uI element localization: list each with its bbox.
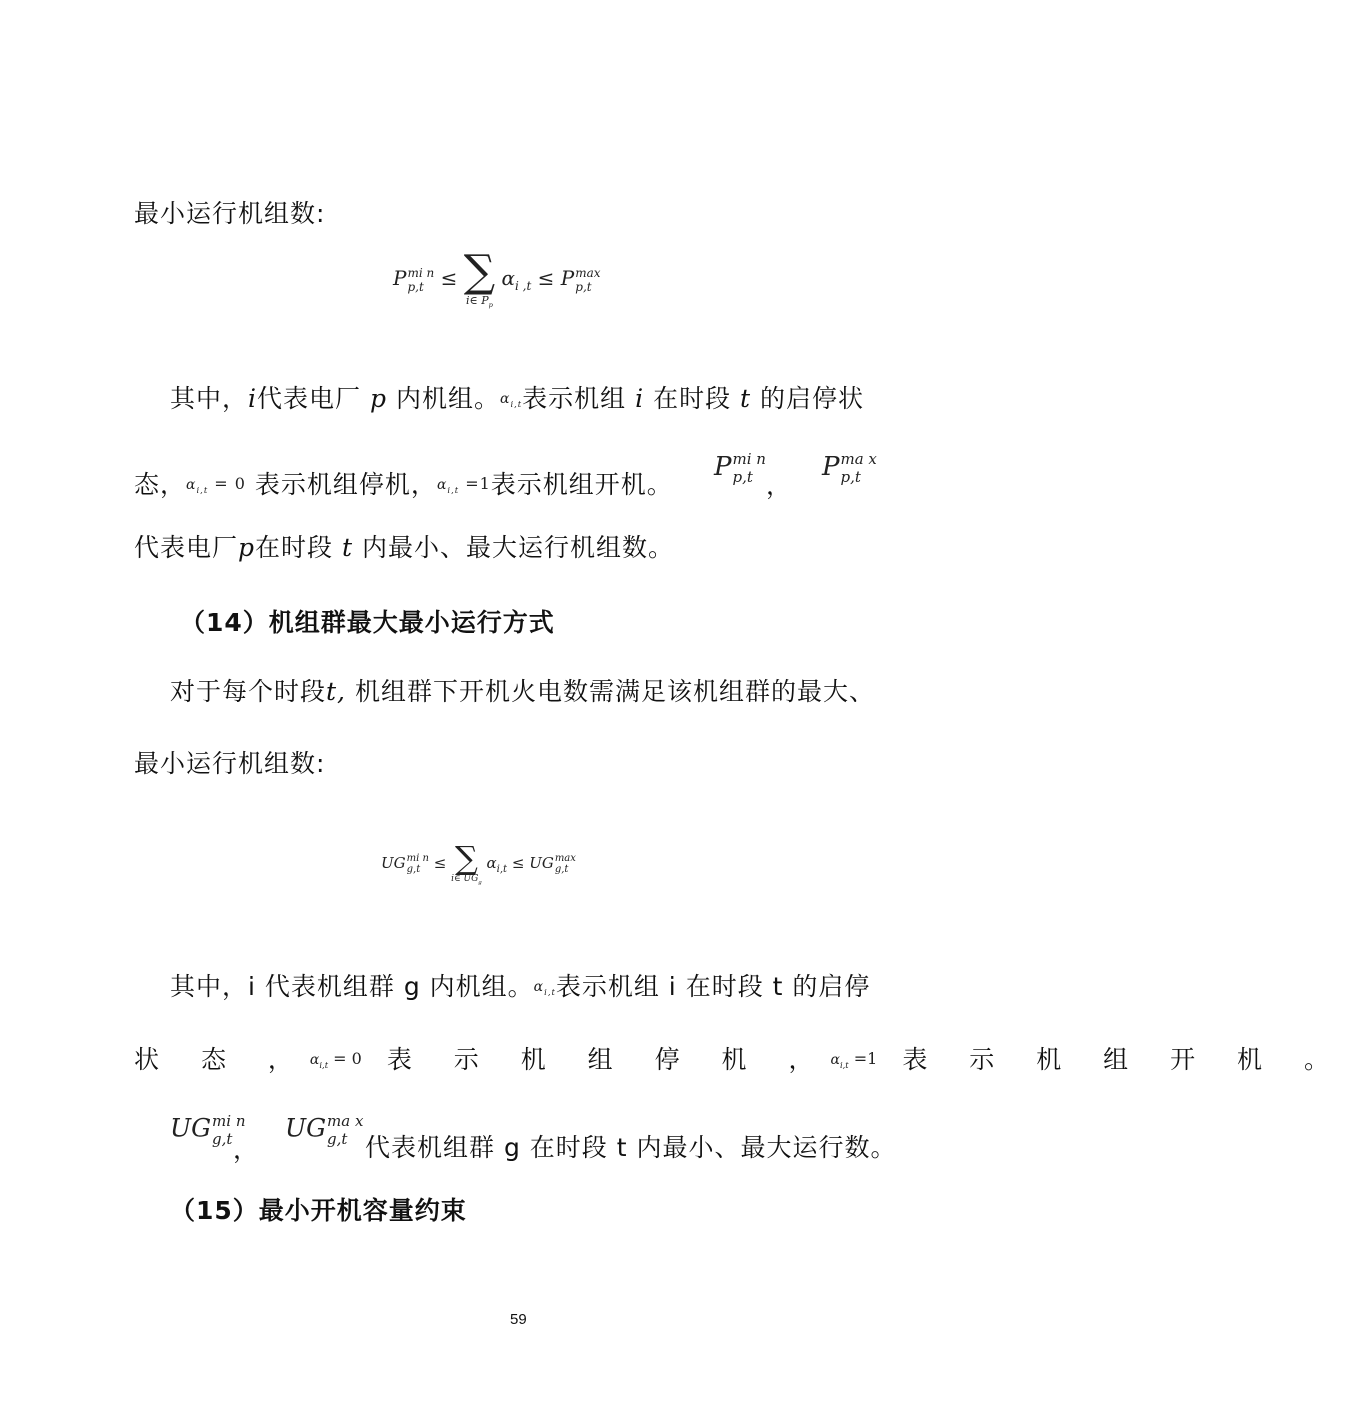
equation-plant-min-max: P mi n p,t ≤ ∑ i∈ $P_p$ $\alpha_{i ,t} \le P$ max p,t: [393, 246, 601, 310]
paragraph-line: 其中，i代表电厂 p 内机组。$\alpha_{i,t}$表示机组 i 在时段 t 的启停状: [170, 384, 865, 413]
paragraph-line: 其中，i 代表机组群 g 内机组。$\alpha_{i,t}$表示机组 i 在时段 t 的启停: [170, 972, 871, 1001]
symbol-P-max: P ma x p,t: [822, 450, 877, 486]
paragraph-line: 状 态 ，$\alpha_{i,t} = 0$ 表 示 机 组 停 机 ，$\alpha_{i,t} =1$ 表 示 机 组 开 机 。: [134, 1045, 1346, 1074]
summation: ∑ i∈ $P_p$: [463, 246, 496, 310]
paragraph-line: 代表电厂p在时段 t 内最小、最大运行机组数。: [134, 533, 675, 562]
summation: ∑ i∈ $UG_g$: [451, 839, 482, 886]
symbol-UG-max: UG ma x g,t: [285, 1112, 364, 1148]
paragraph-line: 代表机组群 g 在时段 t 内最小、最大运行数。: [365, 1133, 897, 1162]
paragraph-line: 最小运行机组数:: [134, 749, 326, 778]
comma: ，: [766, 471, 793, 500]
equation-group-min-max: UG mi n g,t ≤ ∑ i∈ $UG_g$ $\alpha_{i,t}$ ≤ UG max g,t: [381, 839, 576, 886]
paragraph-line: 对于每个时段t, 机组群下开机火电数需满足该机组群的最大、: [170, 677, 875, 706]
paragraph-line: 态，$\alpha_{i,t} = 0$ 表示机组停机，$\alpha_{i,t} =1$表示机组开机。: [134, 470, 673, 499]
symbol-P: P: [393, 266, 407, 291]
symbol-P-min: P mi n p,t: [714, 450, 766, 486]
section-heading: （14）机组群最大最小运行方式: [180, 608, 555, 637]
symbol-UG-min: UG mi n g,t: [170, 1112, 246, 1148]
comma: ，: [233, 1135, 260, 1164]
section-heading: （15）最小开机容量约束: [170, 1196, 467, 1225]
page-number: 59: [510, 1311, 527, 1328]
paragraph-line: 最小运行机组数:: [134, 199, 326, 228]
